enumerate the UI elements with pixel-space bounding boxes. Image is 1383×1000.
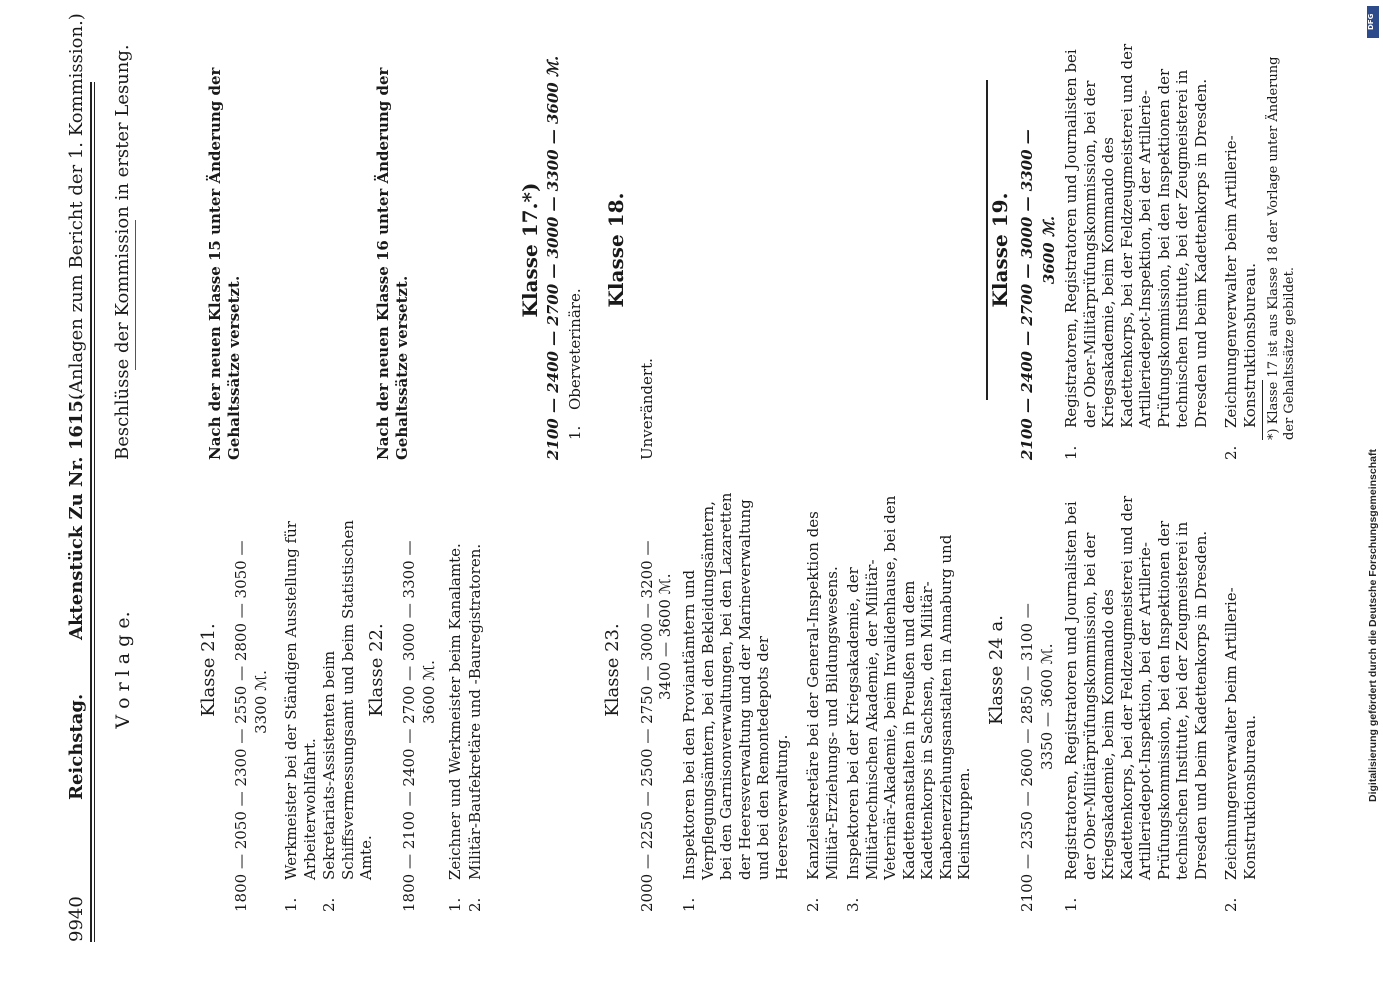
k19-item-1 xyxy=(1062,40,1210,460)
k22-item-1 xyxy=(446,492,465,912)
k23-salary-end: 3400 — 3600 ℳ. xyxy=(656,573,674,700)
k17-item-1-num: 1. xyxy=(566,425,584,440)
k22-decision: Nach der neuen Klasse 16 unter Änderung der Gehaltssätze versetzt. xyxy=(374,67,411,460)
k23-item-3-num: 3. xyxy=(844,897,862,912)
k24a-title: Klasse 24 a. xyxy=(986,615,1007,725)
k17-title: Klasse 17.*) xyxy=(518,182,542,318)
k19-title: Klasse 19. xyxy=(988,192,1012,308)
header-subtitle: (Anlagen zum Bericht der 1. Kommission.) xyxy=(66,13,87,400)
k24a-item-1 xyxy=(1062,492,1210,912)
k23-item-3-text: Inspektoren bei der Kriegsakademie, der Militärtechnischen Akademie, der Militär-Veterinär-Akademie, beim Invalidenhause, bei den Kadettenanstalten in Preußen und dem Kadettenkorps in Sachsen, den Militär-Knabenerziehungsanstalten in Annaburg und Kleinstruppen. xyxy=(844,495,973,880)
k23-item-2-text: Kanzleisekretäre bei der General-Inspektion des Militär-Erziehungs- und Bildungswesens. xyxy=(804,511,841,880)
page-number: 9940 xyxy=(66,896,87,942)
k18-title: Klasse 18. xyxy=(604,192,628,308)
k19-salary-end: 3600 ℳ. xyxy=(1040,215,1058,285)
k19-item-1-text: Registratoren, Registratoren und Journalisten bei der Ober-Militärprüfungskommission, bei der Kriegsakademie, beim Kommando des Kadettenkorps, bei der Feldzeugmeisterei und der Artilleriedepot-Inspektion, bei der Artillerie-Prüfungskommission, bei den Inspektionen der technischen Institute, bei der Zeugmeisterei in Dresden und beim Kadettenkorps in Dresden. xyxy=(1062,43,1210,428)
k19-item-2-text: Zeichnungenverwalter beim Artillerie-Konstruktionsbureau. xyxy=(1222,135,1259,428)
k21-item-2-num: 2. xyxy=(320,897,338,912)
k21-item-2-text: Sekretariats-Assistenten beim Schiffsvermessungsamt und beim Statistischen Amte. xyxy=(320,520,375,880)
k22-title: Klasse 22. xyxy=(366,623,387,717)
k23-item-1-num: 1. xyxy=(680,897,698,912)
k24a-item-1-text: Registratoren, Registratoren und Journalisten bei der Ober-Militärprüfungskommission, bei der Kriegsakademie, beim Kommando des Kadettenkorps, bei der Feldzeugmeisterei und der Artilleriedepot-Inspektion, bei der Artillerie-Prüfungskommission, bei den Inspektionen der technischen Institute, bei der Zeugmeisterei in Dresden und beim Kadettenkorps in Dresden. xyxy=(1062,495,1210,880)
k22-item-2-num: 2. xyxy=(466,897,484,912)
k23-item-1 xyxy=(680,492,791,912)
k19-item-2-num: 2. xyxy=(1222,445,1240,460)
k21-salary: 1800 — 2050 — 2300 — 2550 — 2800 — 3050 — xyxy=(232,540,250,912)
k22-salary-end: 3600 ℳ. xyxy=(420,660,438,724)
k21-decision: Nach der neuen Klasse 15 unter Änderung der Gehaltssätze versetzt. xyxy=(206,67,243,460)
k23-item-2 xyxy=(804,492,841,912)
k18-note: Unverändert. xyxy=(638,358,656,460)
header-source: Reichstag. xyxy=(66,693,87,800)
k19-item-1-num: 1. xyxy=(1062,445,1080,460)
footnote-rule xyxy=(1262,380,1263,440)
vorlage-heading: V o r l a g e. xyxy=(112,611,134,729)
k21-item-1-num: 1. xyxy=(282,897,300,912)
k17-item-1 xyxy=(566,40,585,440)
k24a-salary-end: 3350 — 3600 ℳ. xyxy=(1038,643,1056,770)
k21-item-1 xyxy=(282,502,319,912)
k23-item-3 xyxy=(844,492,974,912)
k19-salary: 2100 — 2400 — 2700 — 3000 — 3300 — xyxy=(1018,129,1036,460)
k17-salary: 2100 — 2400 — 2700 — 3000 — 3300 — 3600 ℳ. xyxy=(544,55,562,460)
k19-item-2 xyxy=(1222,40,1259,460)
header-rule xyxy=(90,82,92,942)
k22-item-1-text: Zeichner und Werkmeister beim Kanalamte. xyxy=(446,543,464,880)
k23-item-2-num: 2. xyxy=(804,897,822,912)
k24a-salary: 2100 — 2350 — 2600 — 2850 — 3100 — xyxy=(1018,603,1036,912)
header-rule-thin xyxy=(94,82,95,942)
digitization-credit: Digitalisierung gefördert durch die Deutsche Forschungsgemeinschaft xyxy=(1367,449,1379,802)
beschluesse-underline xyxy=(135,220,136,370)
k22-item-1-num: 1. xyxy=(446,897,464,912)
k21-salary-end: 3300 ℳ. xyxy=(252,670,270,734)
footnote: *) Klasse 17 ist aus Klasse 18 der Vorlage unter Änderung der Gehaltssätze gebildet. xyxy=(1266,56,1297,440)
k23-title: Klasse 23. xyxy=(602,623,623,717)
k21-item-1-text: Werkmeister bei der Ständigen Ausstellung für Arbeiterwohlfahrt. xyxy=(282,521,319,880)
k22-salary: 1800 — 2100 — 2400 — 2700 — 3000 — 3300 — xyxy=(400,540,418,912)
k17-item-1-text: Oberveterinäre. xyxy=(566,288,584,410)
k22-item-2 xyxy=(466,492,485,912)
k24a-item-1-num: 1. xyxy=(1062,897,1080,912)
k21-title: Klasse 21. xyxy=(198,623,219,717)
k22-item-2-text: Militär-Baufekretäre und -Bauregistratoren. xyxy=(466,543,484,880)
k24a-item-2-text: Zeichnungenverwalter beim Artillerie-Konstruktionsbureau. xyxy=(1222,587,1259,880)
dfg-logo: DFG xyxy=(1367,6,1379,38)
k23-salary: 2000 — 2250 — 2500 — 2750 — 3000 — 3200 — xyxy=(638,540,656,912)
header-title: Aktenstück Zu Nr. 1615. xyxy=(66,393,87,640)
beschluesse-heading: Beschlüsse der Kommission in erster Lesung. xyxy=(112,44,133,460)
k24a-item-2-num: 2. xyxy=(1222,897,1240,912)
k24a-item-2 xyxy=(1222,492,1259,912)
k23-item-1-text: Inspektoren bei den Proviantämtern und Verpflegungsämtern, bei den Bekleidungsämtern, bei den Garnisonverwaltungen, bei den Lazaretten der Heeresverwaltung und der Marineverwaltung und bei den Remontedepots der Heeresverwaltung. xyxy=(680,492,791,880)
